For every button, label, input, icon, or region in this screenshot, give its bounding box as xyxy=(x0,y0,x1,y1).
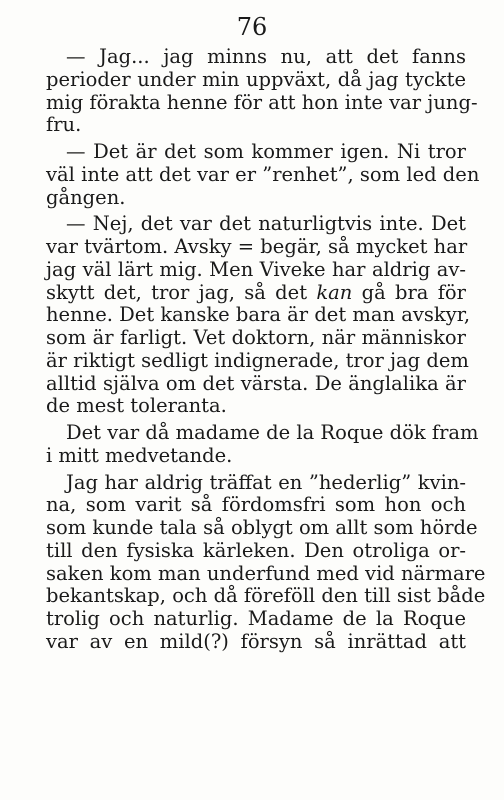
text-segment: gå bra för xyxy=(361,280,466,304)
text-line: jag väl lärt mig. Men Viveke har aldrig av- xyxy=(46,257,466,281)
text-line: mig förakta henne för att hon inte var jung- xyxy=(46,90,478,114)
text-line: var av en mild(?) försyn så inrättad att xyxy=(46,629,466,653)
text-line: gången. xyxy=(46,185,126,209)
text-line: saken kom man underfund med vid närmare xyxy=(46,561,486,585)
text-line: na, som varit så fördomsfri som hon och xyxy=(46,493,466,517)
text-line: väl inte att det var er ”renhet”, som led den xyxy=(46,162,480,186)
text-line: — Nej, det var det naturligtvis inte. Det xyxy=(66,212,466,236)
text-line: bekantskap, och då föreföll den till sist både xyxy=(46,584,486,608)
text-line: är riktigt sedligt indignerade, tror jag dem xyxy=(46,348,469,372)
body-text xyxy=(46,45,486,654)
text-line: — Jag... jag minns nu, att det fanns xyxy=(66,45,466,68)
emphasized-word: kan xyxy=(316,280,353,304)
text-line: trolig och naturlig. Madame de la Roque xyxy=(46,607,466,630)
text-line: Det var då madame de la Roque dök fram xyxy=(66,421,479,444)
text-line: fru. xyxy=(46,113,82,137)
text-line: perioder under min uppväxt, då jag tyckte xyxy=(46,67,466,91)
text-line: var tvärtom. Avsky = begär, så mycket har xyxy=(46,235,468,258)
text-line-with-emphasis xyxy=(46,282,466,305)
text-line: — Det är det som kommer igen. Ni tror xyxy=(66,140,466,163)
text-line: som är farligt. Vet doktorn, när människor xyxy=(46,326,466,349)
text-line: som kunde tala så oblygt om allt som hörde xyxy=(46,516,478,539)
text-line: Jag har aldrig träffat en ”hederlig” kvin- xyxy=(66,470,466,494)
text-line: de mest toleranta. xyxy=(46,394,227,418)
page-number: 76 xyxy=(236,13,268,41)
text-line: till den fysiska kärleken. Den otroliga or- xyxy=(46,538,466,562)
text-line: alltid själva om det värsta. De änglalika är xyxy=(46,371,466,395)
text-line: i mitt medvetande. xyxy=(46,443,233,467)
text-segment: skytt det, tror jag, så det xyxy=(46,280,308,304)
text-line: henne. Det kanske bara är det man avskyr, xyxy=(46,303,471,327)
